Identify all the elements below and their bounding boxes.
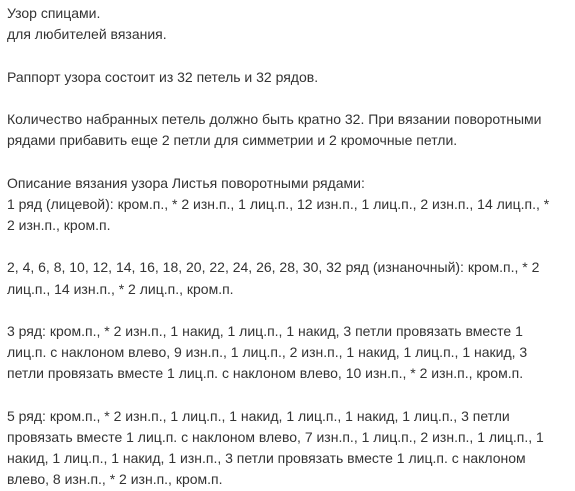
text-line: Описание вязания узора Листья поворотными рядами:	[7, 174, 365, 191]
text-line: для любителей вязания.	[7, 26, 167, 43]
text-line: Количество набранных петель должно быть кратно 32. При вязании поворотными	[7, 110, 542, 127]
text-line: накид, 1 лиц.п., 1 накид, 1 изн.п., 3 петли провязать вместе 1 лиц.п. с наклоном	[7, 450, 526, 467]
text-line: 2 изн.п., кром.п.	[7, 216, 111, 233]
text-line: лиц.п. с наклоном влево, 9 изн.п., 1 лиц.п., 2 изн.п., 1 накид, 1 лиц.п., 1 накид, 3	[7, 344, 528, 361]
text-line: Узор спицами.	[7, 5, 101, 21]
text-line: провязать вместе 1 лиц.п. с наклоном влево, 7 изн.п., 1 лиц.п., 2 изн.п., 1 лиц.п., 1	[7, 428, 544, 445]
text-line: лиц.п., 14 изн.п., * 2 лиц.п., кром.п.	[7, 280, 234, 297]
text-line: влево, 8 изн.п., * 2 изн.п., кром.п.	[7, 471, 223, 488]
intro-paragraph	[7, 3, 567, 45]
text-line: 5 ряд: кром.п., * 2 изн.п., 1 лиц.п., 1 накид, 1 лиц.п., 1 накид, 1 лиц.п., 3 петли	[7, 407, 510, 424]
rapport-paragraph	[7, 67, 567, 88]
text-line: 1 ряд (лицевой): кром.п., * 2 изн.п., 1 лиц.п., 12 изн.п., 1 лиц.п., 2 изн.п., 14 лиц.п., *	[7, 195, 550, 212]
row-3-paragraph	[7, 321, 567, 385]
even-rows-paragraph	[7, 257, 567, 299]
stitch-count-paragraph	[7, 109, 567, 151]
text-line: 3 ряд: кром.п., * 2 изн.п., 1 накид, 1 лиц.п., 1 накид, 3 петли провязать вместе 1	[7, 322, 523, 339]
text-line: рядами прибавить еще 2 петли для симметрии и 2 кромочные петли.	[7, 132, 458, 149]
pattern-description-paragraph	[7, 173, 567, 237]
text-line: Раппорт узора состоит из 32 петель и 32 рядов.	[7, 68, 319, 85]
text-line: петли провязать вместе 1 лиц.п. с наклоном влево, 10 изн.п., * 2 изн.п., кром.п.	[7, 365, 524, 382]
row-5-paragraph	[7, 406, 567, 491]
text-line: 2, 4, 6, 8, 10, 12, 14, 16, 18, 20, 22, 24, 26, 28, 30, 32 ряд (изнаночный): кром.п., * 2	[7, 259, 540, 276]
